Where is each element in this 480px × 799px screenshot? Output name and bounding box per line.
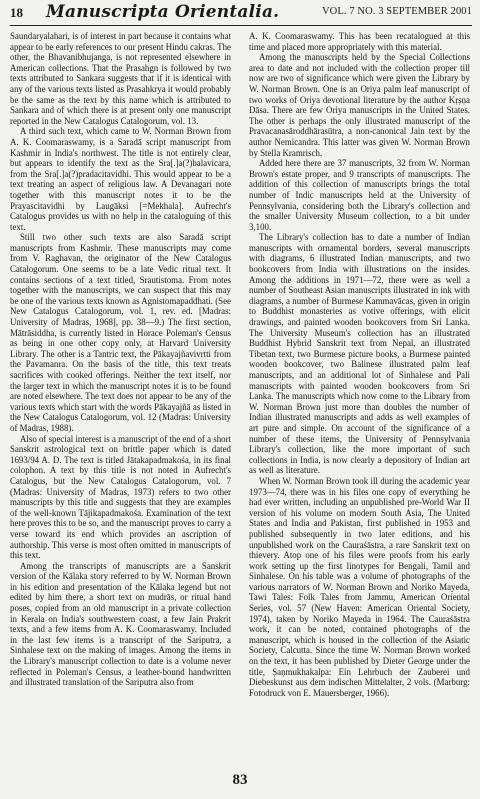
running-header (10, 3, 472, 26)
paragraph: Among the manuscripts held by the Special Collections area to date and not included with the collection proper till now are two of significance which were given the Library by W. Norman Brown. One is an Oriya palm leaf manuscript of two works of Oriya devotional literature by the author Kṛṣṇa Dāsa. There are few Oriya manuscripts in the United States. The other is perhaps the only illustrated manuscript of the Pravacanasāroddhārasūtra, a non-canonical Jain text by the author Nemicandra. This latter was given W. Norman Brown by Stella Kramrisch. (249, 52, 470, 158)
paragraph: Still two other such texts are also Saradā script manuscripts from Kashmir. These manuscripts may come from V. Raghavan, the originator of the New Catalogus Catalogorum. One seems to be a late Vedic ritual text. It contains sections of a text titled, Srautistoma. From notes together with the manuscripts, we can suspect that this may be one of the various texts known as Agnistomapaddhati. (See New Catalogus Catalogorum, vol. 1, rev. ed. [Madras: University of Madras, 1968], pp. 38—9.) The first section, Mātrāsiddha, is currently listed in Horace Poleman's Census as being in one other copy only, at Harvard University Library. The other is a Tantric text, the Pākayajñavivrtti from the Pavamanra. On the basis of the title, this text treats sacrifices with cooked offerings. Neither the text itself, nor the larger text in which the manuscript notes it is to be found are noted elsewhere. The text does not appear to be any of the various texts which start with the words Pākayajñā as listed in the New Catalogus Catalogorum, vol. 12 (Madras: University of Madras, 1988). (10, 232, 231, 433)
paragraph: Saundaryalahari, is of interest in part because it contains what appear to be early references to our present Hindu cakras. The other, the Bhavanibhujanga, is not represented elsewhere in American collections. That the Prasahgn is followed by two texts attributed to Sankara suggests that if it is identical with any of the various texts listed as Prasahkrya it would probably be the same as the text by this name which is attributed to Sankara and of which there is at present only one manuscript reported in the New Catalogus Catalogorum, vol. 13. (10, 31, 231, 126)
paragraph: When W. Norman Brown took ill during the academic year 1973—74, there was in his files one copy of everything he had ever written, including an unpublished pre-World War II version of his volume on modern South Asia, The United States and India and Pakistan, first published in 1953 and published subsequently in two later editions, and his unpublished work on the Cauraśāstra, a rare Sanskrit text on thievery. Atop one of his files were proofs from his early work setting up the first linotypes for Bengali, Tamil and Sinhalese. On his table was a volume of photographs of the various narrators of W. Norman Brown and Noriko Mayeda, Tawi Tales: Folk Tales from Jammu, American Oriental Series, vol. 57 (New Haven: American Oriental Society, 1974), taken by Noriko Mayeda in 1964. The Cauraśāstra work, it can be noted, contained photographs of the manuscript, which is housed in the collection of the Asiatic Society, Calcutta. Since the time W. Norman Brown worked on the text, it has been published by Dieter George under the title, Ṣaṇmukhakalpa: Ein Lehrbuch der Zauberei und Diebeskunst aus dem indischen Mittelalter, 2 vols. (Marburg: Fotodruck von E. Mauersberger, 1966). (249, 475, 470, 698)
page-number: 18 (10, 5, 23, 20)
paragraph: A. K. Coomaraswamy. This has been recatalogued at this time and placed more appropriately with this material. (249, 31, 470, 52)
paragraph: A third such text, which came to W. Norman Brown from A. K. Coomaraswamy, is a Saradā script manuscript from Kashmir in India's northwest. The title is not entirely clear, but appears to identify the text as the Sra[.]a(?)balavicara, from the Sra[.]a(?)pradacitavidhi. This would appear to be a text treating an aspect of religious law. A Devanagari note together with this manuscript notes it to be the Prayascitavidhi by Laugāksi [=Mekhala]. Aufrecht's Catalogus provides us with no help in the cataloguing of this text. (10, 126, 231, 232)
left-column (10, 31, 231, 731)
folio-number: 83 (232, 772, 248, 788)
issue-info: VOL. 7 NO. 3 SEPTEMBER 2001 (322, 6, 472, 17)
journal-title: Manuscripta Orientalia. (46, 2, 280, 22)
paragraph: Also of special interest is a manuscript of the end of a short Sanskrit astrological text on brittle paper which is dated 1693/94 A. D. The text is titled Jātakapadmakośa, in its final colophon. A text by this title is not noted in Aufrecht's Catalogus, but the New Catalogus Catalogorum, vol. 7 (Madras: University of Madras, 1973) refers to two other manuscripts by this title and suggests that they are examples of the well-known Tājikapadmakośa. Examination of the text here proves this to be so, and the manuscript proves to carry a verse toward its end which provides an ascription of authorship. This verse is most often omitted in manuscripts of this text. (10, 433, 231, 561)
paragraph: The Library's collection has to date a number of Indian manuscripts with ornamental borders, several manuscripts with diagrams, 6 illustrated Indian manuscripts, and two bookcovers from India with illustrations on the insides. Among the additions in 1971—72, there were as well a number of Southeast Asian manuscripts illustrated in ink with diagrams, a number of Burmese Kammavācas, given in origin to Buddhist monasteries as votive offerings, with elicit drawings, and painted wooden bookcovers from Sri Lanka. The University Museum's collection has an illustrated Buddhist Hybrid Sanskrit text from Nepal, an illustrated Tibetan text, two Burmese picture books, a Burmese painted wooden bookcover, two Balinese illustrated palm leaf manuscripts, and an additional lot of Sinhalese and Pali manuscripts with painted wooden bookcovers from Sri Lanka. The manuscripts which now come to the Library from W. Norman Brown just more than doubles the number of Indian illustrated manuscripts and adds as well examples of art pure and simple. On account of the significance of a number of these items, the University of Pennsylvania Library's collection, like the more important of such collections in India, is now clearly a depository of Indian art as well as literature. (249, 232, 470, 476)
paragraph: Added here there are 37 manuscripts, 32 from W. Norman Brown's estate proper, and 9 transcripts of manuscripts. The addition of this collection of manuscripts brings the total number of Indic manuscripts held at the University of Pennsylvania, considering both the Library's collection and the smaller University Museum collection, to a bit under 3,100. (249, 158, 470, 232)
right-column (249, 31, 470, 731)
paragraph: Among the transcripts of manuscripts are a Sanskrit version of the Kālaka story referred to by W. Norman Brown in his edition and presentation of the Kālaka legend but not edited by him there, a short text on mudrās, or ritual hand poses, copied from an old manuscript in a private collection in Kerala on India's southwestern coast, a few Jain Prakrit texts, and a few items from A. K. Coomaraswamy. Included in the last few items is a transcript of the Sariputra, a Sinhalese text on the making of images. Among the items in the Library's manuscript collection to date is a volume never reflected in Poleman's Census, a leather-bound handwritten and illustrated translation of the Sariputra also from (10, 560, 231, 688)
article-body (10, 31, 470, 731)
